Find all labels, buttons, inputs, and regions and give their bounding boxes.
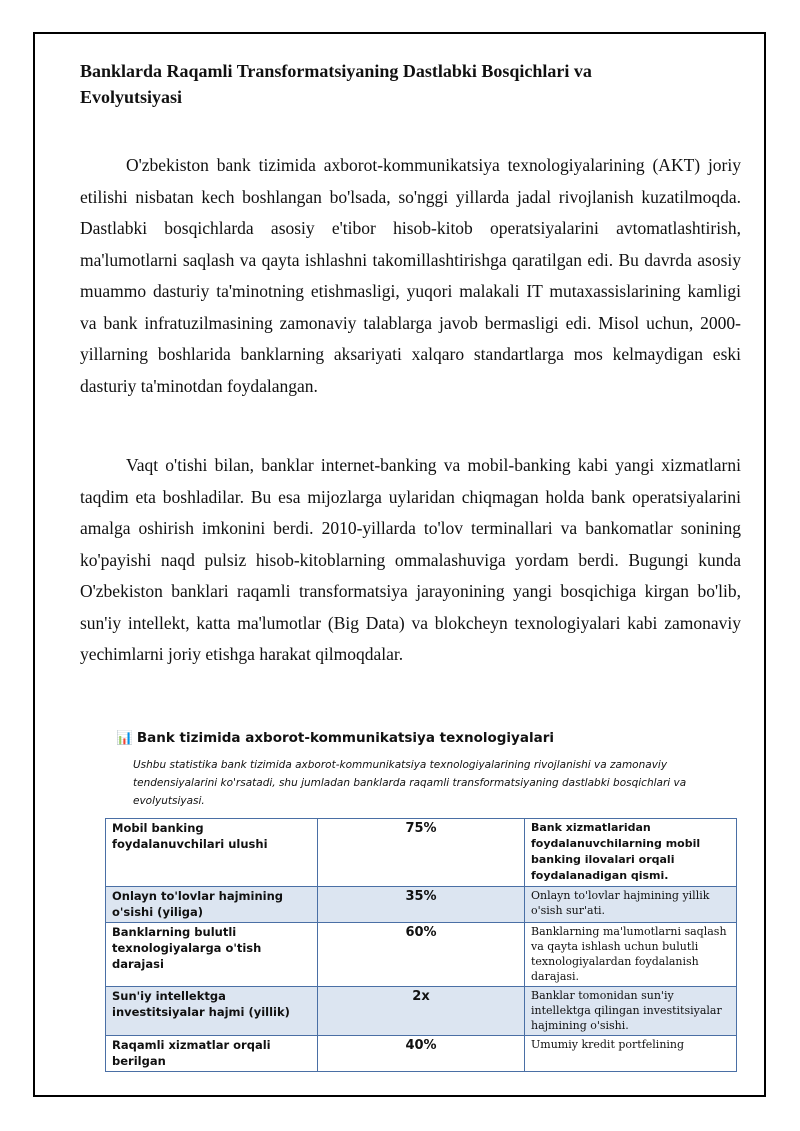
table-row bbox=[106, 923, 737, 987]
row-label: Onlayn to'lovlar hajmining o'sishi (yiliga) bbox=[106, 887, 318, 923]
row-value: 40% bbox=[318, 1036, 525, 1072]
table-row bbox=[106, 987, 737, 1036]
row-value: 2x bbox=[318, 987, 525, 1036]
document-title: Banklarda Raqamli Transformatsiyaning Dastlabki Bosqichlari va Evolyutsiyasi bbox=[80, 61, 592, 107]
table-row bbox=[106, 819, 737, 887]
paragraph-2: Vaqt o'tishi bilan, banklar internet-banking va mobil-banking kabi yangi xizmatlarni taqdim eta boshladilar. Bu esa mijozlarga uylaridan chiqmagan holda bank operatsiyalarini amalga oshirish imkonini berdi. 2010-yillarda to'lov terminallari va bankomatlar sonining ko'payishi naqd pulsiz hisob-kitoblarning ommalashuviga yordam berdi. Bugungi kunda O'zbekiston banklari raqamli transformatsiya jarayonining yangi bosqichiga kirgan bo'lib, sun'iy intellekt, katta ma'lumotlar (Big Data) va blokcheyn texnologiyalari kabi zamonaviy yechimlarni joriy etishga harakat qilmoqdalar. bbox=[80, 455, 741, 664]
table-section-heading bbox=[116, 728, 716, 748]
table-section-title: Bank tizimida axborot-kommunikatsiya texnologiyalari bbox=[136, 730, 554, 746]
row-label: Banklarning bulutli texnologiyalarga o'tish darajasi bbox=[106, 923, 318, 987]
row-note: Banklar tomonidan sun'iy intellektga qilingan investitsiyalar hajmining o'sishi. bbox=[525, 987, 737, 1036]
table-row bbox=[106, 1036, 737, 1072]
table-row bbox=[106, 887, 737, 923]
row-note: Umumiy kredit portfelining bbox=[525, 1036, 737, 1072]
bar-chart-icon: 📊 bbox=[116, 730, 133, 746]
statistics-table bbox=[105, 818, 737, 1072]
row-note: Banklarning ma'lumotlarni saqlash va qayta ishlash uchun bulutli texnologiyalardan foydalanish darajasi. bbox=[525, 923, 737, 987]
row-label: Sun'iy intellektga investitsiyalar hajmi (yillik) bbox=[106, 987, 318, 1036]
row-value: 75% bbox=[318, 819, 525, 887]
row-note: Bank xizmatlaridan foydalanuvchilarning mobil banking ilovalari orqali foydalanadigan qismi. bbox=[525, 819, 737, 887]
row-note: Onlayn to'lovlar hajmining yillik o'sish sur'ati. bbox=[525, 887, 737, 923]
row-value: 35% bbox=[318, 887, 525, 923]
row-label: Mobil banking foydalanuvchilari ulushi bbox=[106, 819, 318, 887]
paragraph-1: O'zbekiston bank tizimida axborot-kommunikatsiya texnologiyalarining (AKT) joriy etilishi nisbatan kech boshlangan bo'lsada, so'nggi yillarda jadal rivojlanish kuzatilmoqda. Dastlabki bosqichlarda asosiy e'tibor hisob-kitob operatsiyalarini avtomatlashtirish, ma'lumotlarni saqlash va qayta ishlashni takomillashtirishga qaratilgan edi. Bu davrda asosiy muammo dasturiy ta'minotning etishmasligi, yuqori malakali IT mutaxassislarining kamligi va bank infratuzilmasining zamonaviy talablarga javob bermasligi edi. Misol uchun, 2000-yillarning boshlarida banklarning aksariyati xalqaro standartlarga mos kelmaydigan eski dasturiy ta'minotdan foydalangan. bbox=[80, 155, 741, 396]
table-description: Ushbu statistika bank tizimida axborot-kommunikatsiya texnologiyalarining rivojlanishi va zamonaviy tendensiyalarini ko'rsatadi, shu jumladan banklarda raqamli transformatsiyaning dastlabki bosqichlari va evolyutsiyasi. bbox=[133, 759, 687, 807]
row-label: Raqamli xizmatlar orqali berilgan bbox=[106, 1036, 318, 1072]
row-value: 60% bbox=[318, 923, 525, 987]
